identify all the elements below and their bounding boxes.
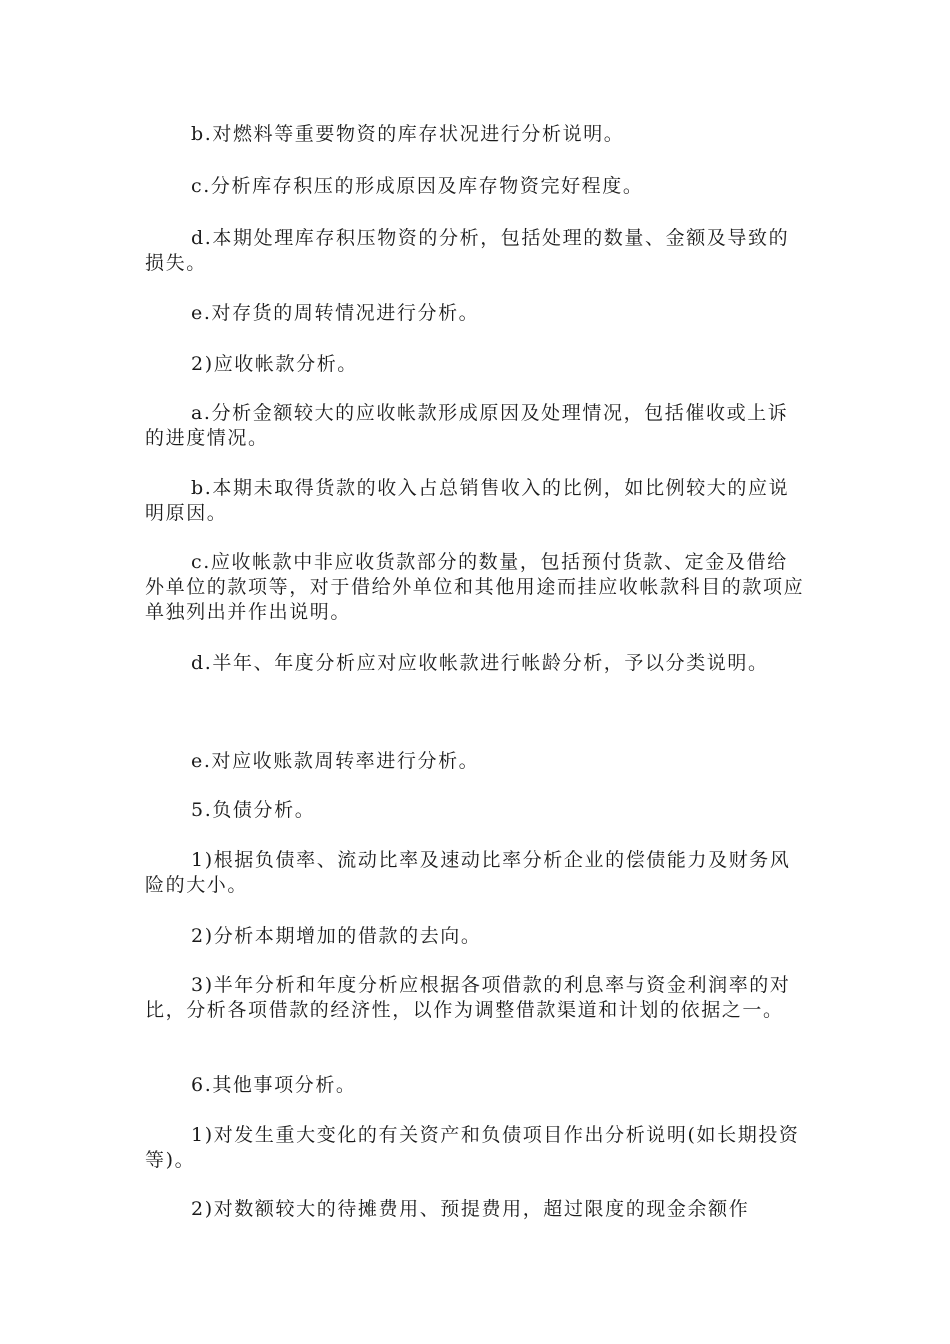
paragraph-receivables-aging: d.半年、年度分析应对应收帐款进行帐龄分析，予以分类说明。: [191, 652, 769, 674]
paragraph-receivables-turnover: e.对应收账款周转率进行分析。: [191, 750, 480, 772]
paragraph-solvency-analysis: 1)根据负债率、流动比率及速动比率分析企业的偿债能力及财务风险的大小。: [145, 849, 791, 896]
heading-other-matters-analysis: 6.其他事项分析。: [191, 1074, 357, 1096]
paragraph-new-loans-usage: 2)分析本期增加的借款的去向。: [191, 925, 482, 947]
paragraph-inventory-backlog-causes: c.分析库存积压的形成原因及库存物资完好程度。: [191, 175, 644, 197]
paragraph-major-changes: 1)对发生重大变化的有关资产和负债项目作出分析说明(如长期投资等)。: [145, 1124, 800, 1171]
heading-liability-analysis: 5.负债分析。: [191, 799, 316, 821]
paragraph-inventory-disposal: d.本期处理库存积压物资的分析，包括处理的数量、金额及导致的损失。: [145, 227, 790, 274]
paragraph-receivables-uncollected-ratio: b.本期未取得货款的收入占总销售收入的比例，如比例较大的应说明原因。: [145, 477, 790, 524]
paragraph-receivables-non-trade: c.应收帐款中非应收货款部分的数量，包括预付货款、定金及借给外单位的款项等，对于借给外单位和其他用途而挂应收帐款科目的款项应单独列出并作出说明。: [145, 551, 805, 623]
paragraph-inventory-key-materials: b.对燃料等重要物资的库存状况进行分析说明。: [191, 123, 625, 145]
paragraph-deferred-accrued-expenses: 2)对数额较大的待摊费用、预提费用，超过限度的现金余额作: [191, 1198, 750, 1220]
paragraph-loan-economics: 3)半年分析和年度分析应根据各项借款的利息率与资金利润率的对比，分析各项借款的经济性，以作为调整借款渠道和计划的依据之一。: [145, 974, 791, 1021]
paragraph-inventory-turnover: e.对存货的周转情况进行分析。: [191, 302, 480, 324]
paragraph-receivables-large-amounts: a.分析金额较大的应收帐款形成原因及处理情况，包括催收或上诉的进度情况。: [145, 402, 789, 449]
heading-receivables-analysis: 2)应收帐款分析。: [191, 353, 358, 375]
